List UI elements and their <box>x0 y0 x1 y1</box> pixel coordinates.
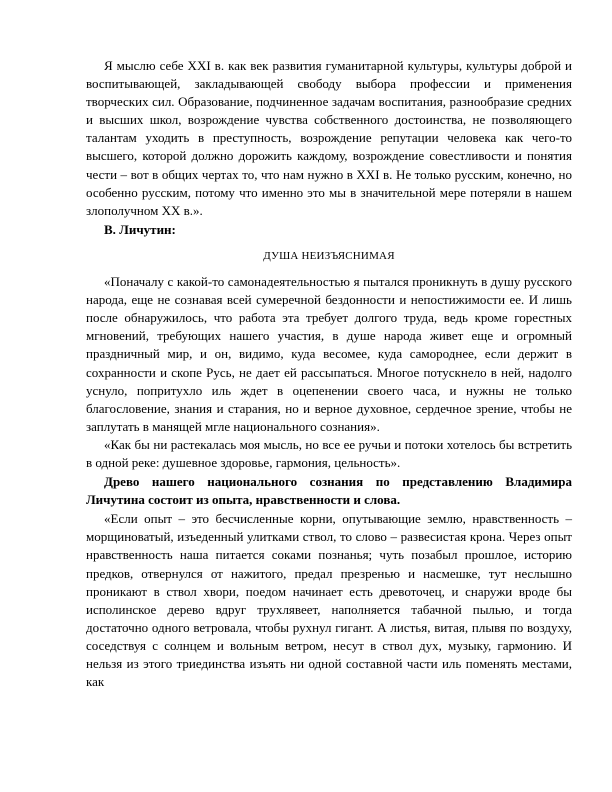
paragraph-lichutin-quote-2: «Как бы ни растекалась моя мысль, но все ее ручьи и потоки хотелось бы встретить в одной реке: душевное здоровье, гармония, цельность». <box>86 436 572 470</box>
section-title: ДУША НЕИЗЪЯСНИМАЯ <box>263 249 395 262</box>
paragraph-lichutin-quote-3: «Если опыт – это бесчисленные корни, опутывающие землю, нравственность – морщиноватый, изъеденный улитками ствол, то слово – развесистая крона. Через опыт нравственность наша питается соками познанья; чуть позабыл прошлое, историю предков, отвернулся от нажитого, предал презренью и насмешке, тут неслышно проникают в ствол хвори, поедом начинает есть древоточец, и снаружи вроде бы исполинское дерево вдруг трухлявеет, наполняется табачной пылью, и тогда достаточно одного ветровала, чтобы рухнул гигант. А листья, витая, плывя по воздуху, соседствуя с солнцем и вольным ветром, несут в ствол дух, музыку, гармонию. И нельзя из этого триединства изъять ни одной составной части иль поменять местами, как <box>86 511 572 690</box>
paragraph-tree-of-consciousness: Древо нашего национального сознания по представлению Владимира Личутина состоит из опыта, нравственности и слова. <box>86 474 572 508</box>
author-heading: В. Личутин: <box>104 221 176 237</box>
paragraph-lichutin-quote-1: «Поначалу с какой-то самонадеятельностью я пытался проникнуть в душу русского народа, еще не сознавая всей сумеречной бездонности и непостижимости ее. И лишь после обнаружилось, что работа эта требует долгого труда, ведь кроме горестных мгновений, требующих нашего участия, в душе народа живет еще и огромный праздничный мир, и он, видимо, куда весомее, куда самороднее, если держит в сохранности и скопе Русь, не дает ей рассыпаться. Многое потускнело в ней, надолго уснуло, попритухло иль ждет в оцепенении своего часа, и нужны не только благословение, знания и старания, но и верное духовное, сердечное зрение, чтобы не заплутать в манящей мгле национального сознания». <box>86 274 572 434</box>
paragraph-likhachev-quote: Я мыслю себе XXI в. как век развития гуманитарной культуры, культуры доброй и воспитывающей, закладывающей свободу выбора профессии и применения творческих сил. Образование, подчиненное задачам воспитания, разнообразие средних и высших школ, возрождение чувства собственного достоинства, не позволяющего талантам уходить в преступность, возрождение репутации человека как чего-то высшего, которой должно дорожить каждому, возрождение совестливости и понятия чести – вот в общих чертах то, что нам нужно в XXI в. Не только русским, конечно, но особенно русским, потому что именно это мы в значительной мере потеряли в нашем злополучном XX в.». <box>86 58 572 218</box>
document-body <box>86 57 572 691</box>
